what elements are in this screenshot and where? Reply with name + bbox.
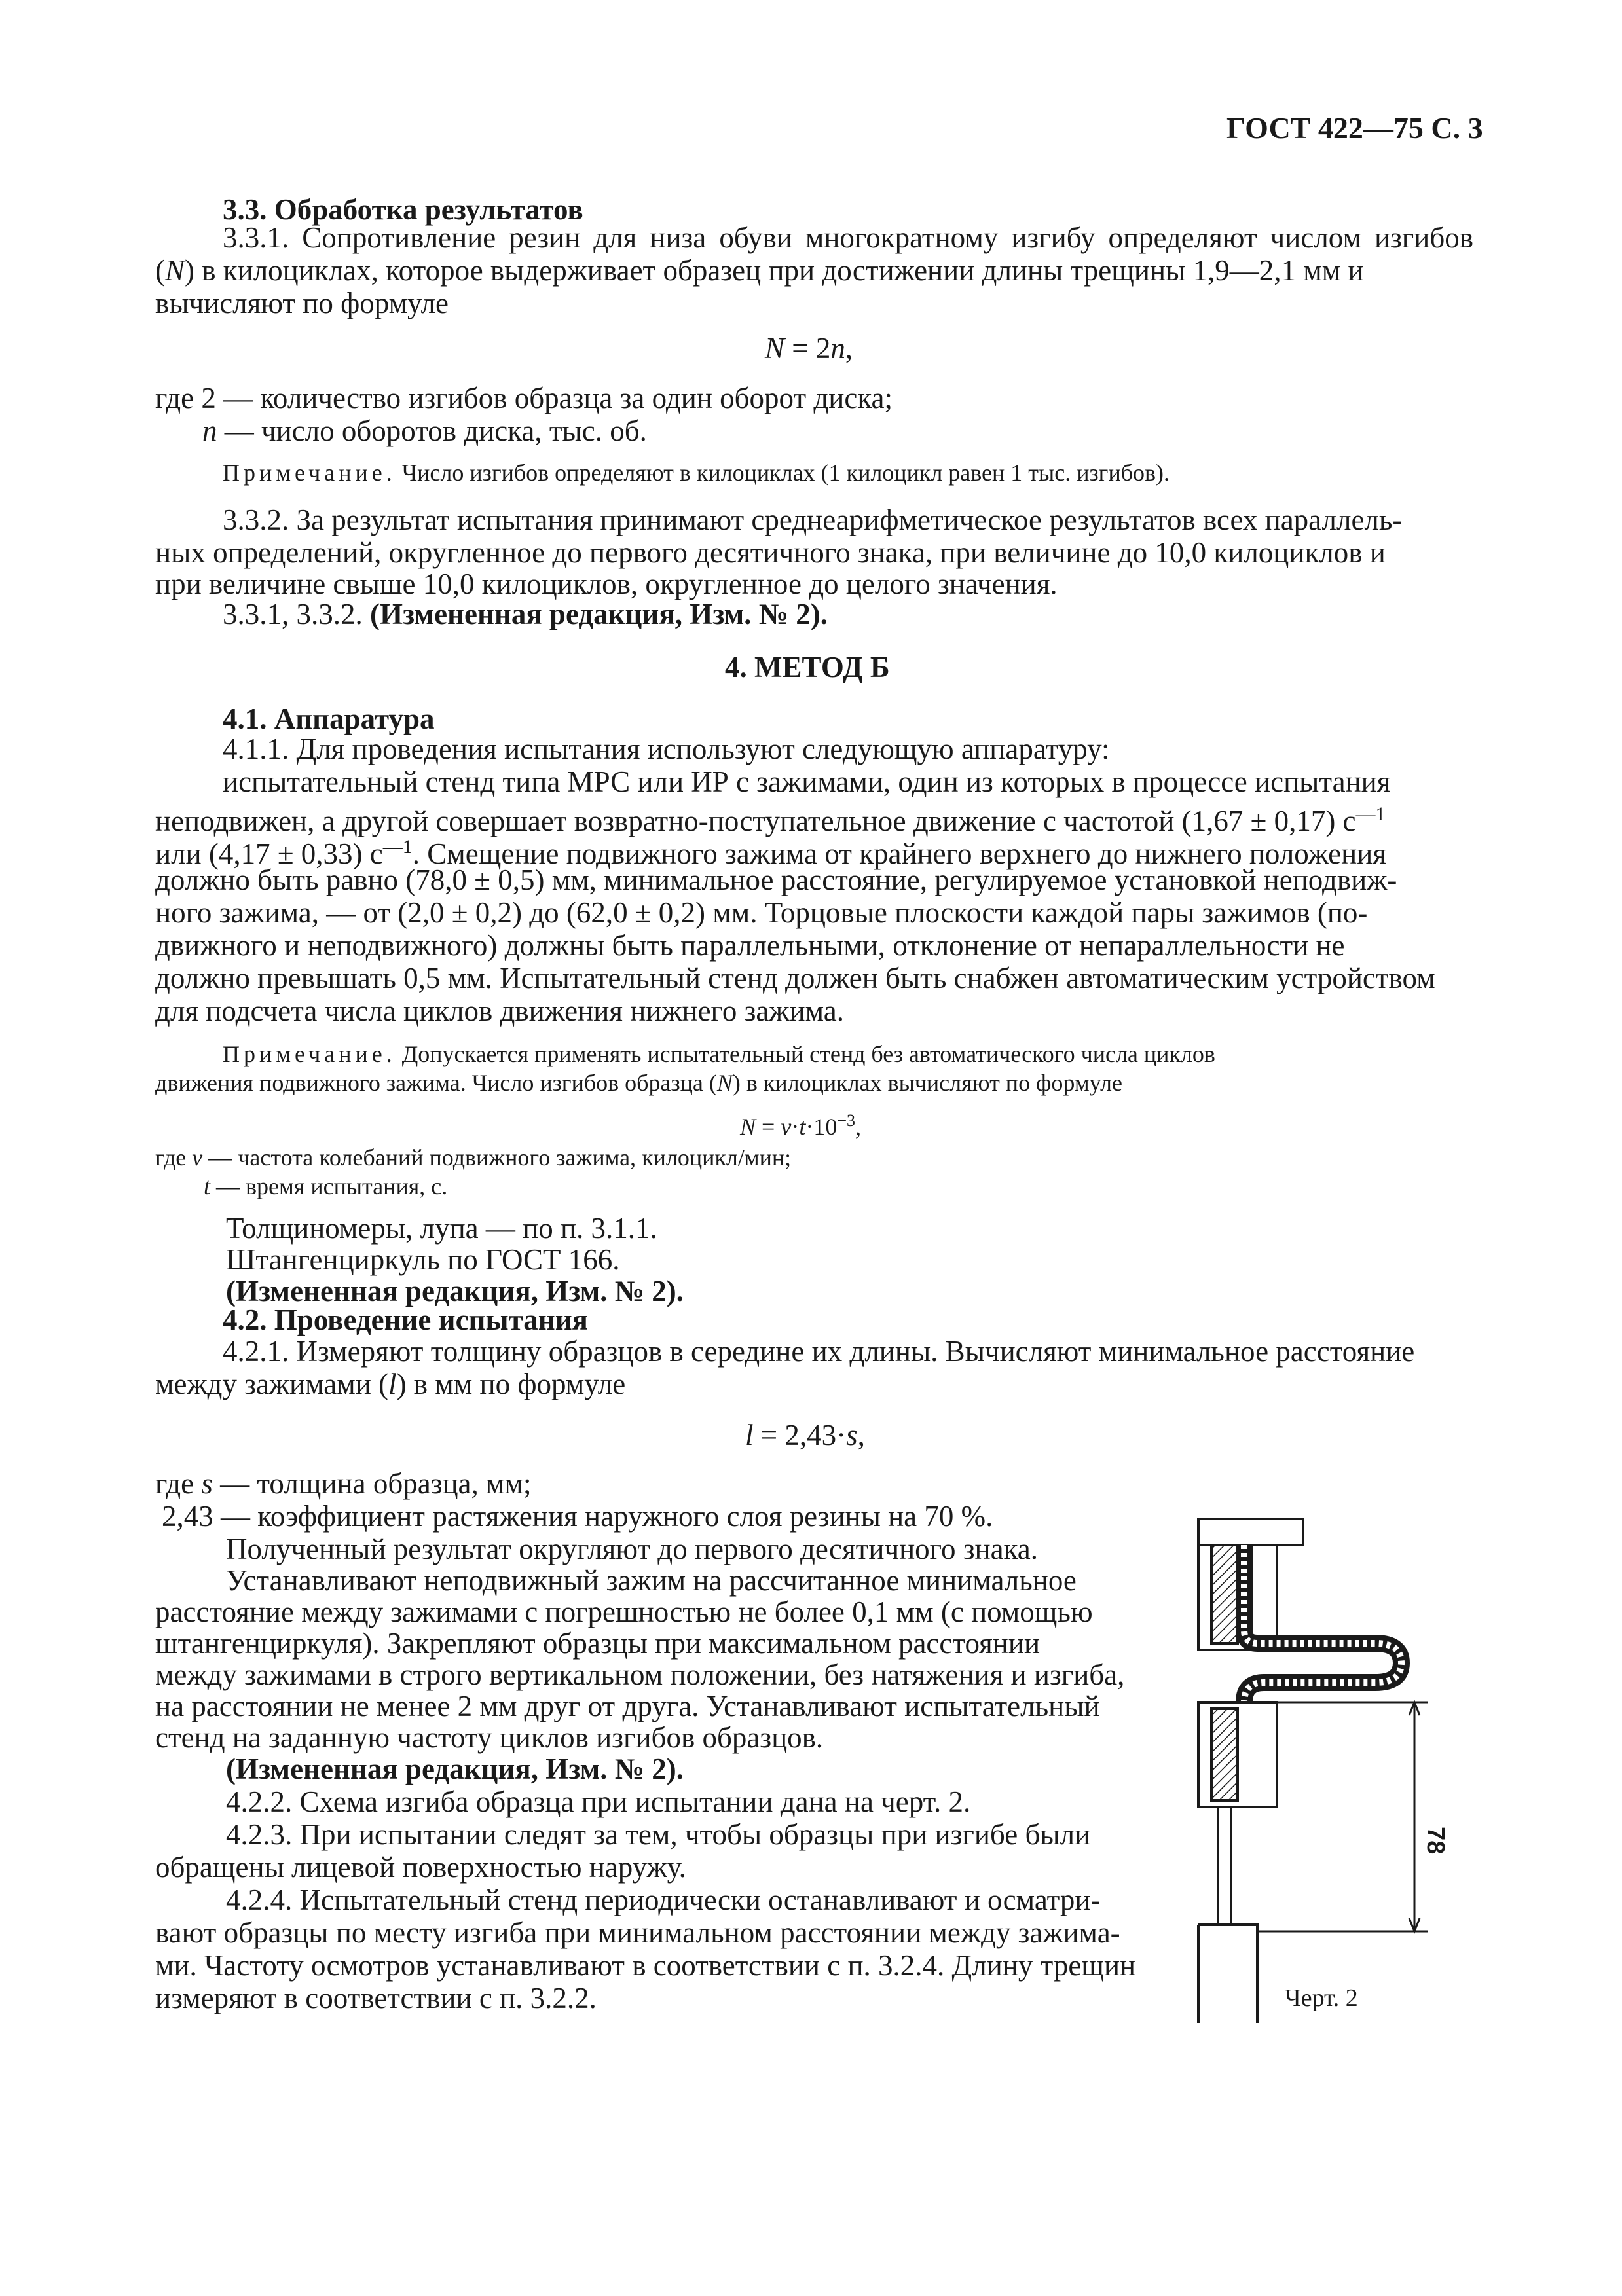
where-n: n — число оборотов диска, тыс. об. bbox=[202, 414, 647, 447]
revision-3-3: 3.3.1, 3.3.2. (Измененная редакция, Изм. № 2). bbox=[223, 598, 828, 630]
formula-N-vt: $N = v\cdot t\cdot 10^{-3}$, bbox=[740, 1111, 861, 1140]
para-4-2-1-line2: между зажимами (l) в мм по формуле bbox=[155, 1368, 626, 1400]
setup-line4: между зажимами в строго вертикальном положении, без натяжения и изгиба, bbox=[155, 1658, 1125, 1691]
para-3-3-1-line2: (N) в килоциклах, которое выдерживает образец при достижении длины трещины 1,9—2,1 мм и bbox=[155, 254, 1364, 287]
section-4-title: 4. МЕТОД Б bbox=[725, 651, 890, 683]
thickness-gauges: Толщиномеры, лупа — по п. 3.1.1. bbox=[226, 1212, 657, 1245]
revision-4-2: (Измененная редакция, Изм. № 2). bbox=[226, 1753, 684, 1785]
para-4-2-4-line4: измеряют в соответствии с п. 3.2.2. bbox=[155, 1982, 597, 2014]
para-4-1-1-line8: должно превышать 0,5 мм. Испытательный стенд должен быть снабжен автоматическим устройством bbox=[155, 962, 1435, 994]
bending-scheme-figure bbox=[1192, 1512, 1467, 2023]
para-4-2-3-line1: 4.2.3. При испытании следят за тем, чтобы образцы при изгибе были bbox=[226, 1818, 1091, 1851]
para-4-1-1-line9: для подсчета числа циклов движения нижнего зажима. bbox=[155, 994, 844, 1027]
page-header: ГОСТ 422—75 С. 3 bbox=[1226, 111, 1483, 145]
section-4-1-title: 4.1. Аппаратура bbox=[223, 702, 435, 735]
para-4-1-1-line2: испытательный стенд типа МРС или ИР с зажимами, один из которых в процессе испытания bbox=[223, 765, 1391, 798]
lower-bracket bbox=[1198, 1925, 1257, 2023]
para-3-3-1-line3: вычисляют по формуле bbox=[155, 287, 449, 319]
caliper: Штангенциркуль по ГОСТ 166. bbox=[226, 1243, 620, 1276]
setup-line1: Устанавливают неподвижный зажим на рассчитанное минимальное bbox=[226, 1564, 1077, 1597]
dimension-label: 78 bbox=[1422, 1827, 1449, 1855]
para-4-1-1-line4: или (4,17 ± 0,33) $с^{—1}$. Смещение подвижного зажима от крайнего верхнего до нижнего положения bbox=[155, 836, 1387, 870]
para-4-2-3-line2: обращены лицевой поверхностью наружу. bbox=[155, 1851, 686, 1884]
para-4-2-2: 4.2.2. Схема изгиба образца при испытании дана на черт. 2. bbox=[226, 1785, 971, 1818]
formula-l: l = 2,43·s, bbox=[745, 1419, 865, 1451]
setup-line2: расстояние между зажимами с погрешностью не более 0,1 мм (с помощью bbox=[155, 1595, 1093, 1628]
para-4-2-1-line1: 4.2.1. Измеряют толщину образцов в середине их длины. Вычисляют минимальное расстояние bbox=[223, 1335, 1415, 1368]
note-4-1-line2: движения подвижного зажима. Число изгибов образца (N) в килоциклах вычисляют по формуле bbox=[155, 1070, 1122, 1096]
note-4-1-line1: Примечание. Допускается применять испытательный стенд без автоматического числа циклов bbox=[223, 1041, 1215, 1067]
revision-4-1: (Измененная редакция, Изм. № 2). bbox=[226, 1275, 684, 1307]
where-s: где s — толщина образца, мм; bbox=[155, 1467, 532, 1500]
upper-clamp-top bbox=[1198, 1519, 1303, 1545]
setup-line6: стенд на заданную частоту циклов изгибов образцов. bbox=[155, 1721, 824, 1754]
upper-clamp-insert bbox=[1211, 1545, 1238, 1643]
figure-caption: Черт. 2 bbox=[1285, 1984, 1358, 2012]
para-4-1-1: 4.1.1. Для проведения испытания используют следующую аппаратуру: bbox=[223, 733, 1110, 765]
para-3-3-1-line1: 3.3.1. Сопротивление резин для низа обуви многократному изгибу определяют числом изгибов bbox=[223, 221, 1473, 254]
setup-line3: штангенциркуля). Закрепляют образцы при максимальном расстоянии bbox=[155, 1627, 1041, 1660]
para-4-2-4-line2: вают образцы по месту изгиба при минимальном расстоянии между зажима- bbox=[155, 1916, 1120, 1949]
where-t: t — время испытания, с. bbox=[204, 1173, 448, 1199]
where-2-43: 2,43 — коэффициент растяжения наружного слоя резины на 70 %. bbox=[162, 1500, 993, 1533]
section-4-2-title: 4.2. Проведение испытания bbox=[223, 1303, 588, 1336]
note-3-3: Примечание. Число изгибов определяют в килоциклах (1 килоцикл равен 1 тыс. изгибов). bbox=[223, 460, 1170, 486]
para-4-1-1-line6: ного зажима, — от (2,0 ± 0,2) до (62,0 ± 0,2) мм. Торцовые плоскости каждой пары зажимов (по- bbox=[155, 896, 1368, 929]
setup-line5: на расстоянии не менее 2 мм друг от друга. Устанавливают испытательный bbox=[155, 1690, 1100, 1722]
para-3-3-2-line3: при величине свыше 10,0 килоциклов, округленное до целого значения. bbox=[155, 568, 1058, 600]
section-3-3-title: 3.3. Обработка результатов bbox=[223, 193, 583, 226]
rounding: Полученный результат округляют до первого десятичного знака. bbox=[226, 1533, 1038, 1565]
para-3-3-2-line2: ных определений, округленное до первого десятичного знака, при величине до 10,0 килоциклов и bbox=[155, 536, 1386, 569]
lower-clamp-insert bbox=[1211, 1709, 1238, 1800]
where-2: где 2 — количество изгибов образца за один оборот диска; bbox=[155, 382, 893, 414]
para-4-2-4-line1: 4.2.4. Испытательный стенд периодически останавливают и осматри- bbox=[226, 1884, 1101, 1916]
para-4-1-1-line5: должно быть равно (78,0 ± 0,5) мм, минимальное расстояние, регулируемое установкой неподвиж- bbox=[155, 864, 1397, 896]
formula-N-2n: N = 2n, bbox=[765, 332, 853, 365]
para-4-2-4-line3: ми. Частоту осмотров устанавливают в соответствии с п. 3.2.4. Длину трещин bbox=[155, 1949, 1136, 1982]
where-v: где v — частота колебаний подвижного зажима, килоцикл/мин; bbox=[155, 1144, 792, 1171]
para-4-1-1-line3: неподвижен, а другой совершает возвратно-поступательное движение с частотой (1,67 ± 0,17) $с^{—1}$ bbox=[155, 803, 1386, 837]
para-3-3-2-line1: 3.3.2. За результат испытания принимают среднеарифметическое результатов всех параллель- bbox=[223, 503, 1403, 536]
para-4-1-1-line7: движного и неподвижного) должны быть параллельными, отклонение от непараллельности не bbox=[155, 929, 1345, 962]
